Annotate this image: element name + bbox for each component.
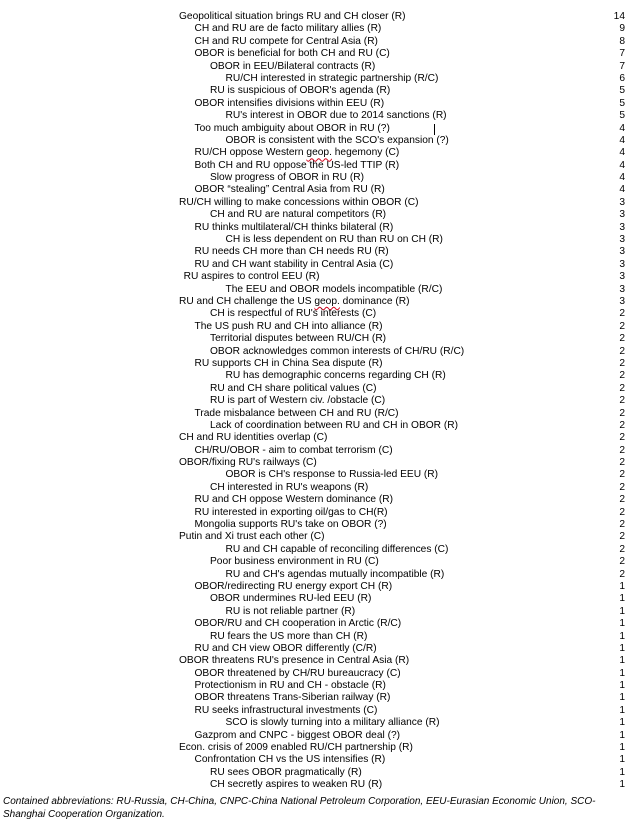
list-item bbox=[0, 705, 636, 717]
code-count: 1 bbox=[619, 580, 625, 592]
list-item bbox=[0, 147, 636, 159]
code-count: 1 bbox=[619, 742, 625, 754]
list-item bbox=[0, 296, 636, 308]
list-item bbox=[0, 358, 636, 370]
list-item bbox=[0, 531, 636, 543]
list-item bbox=[0, 754, 636, 766]
list-item bbox=[0, 73, 636, 85]
list-item bbox=[0, 123, 636, 135]
code-count: 5 bbox=[619, 97, 625, 109]
list-item bbox=[0, 184, 636, 196]
code-count: 2 bbox=[619, 333, 625, 345]
code-count: 1 bbox=[619, 593, 625, 605]
code-label: RU and CH want stability in Central Asia (C) bbox=[194, 258, 394, 270]
code-count: 3 bbox=[619, 283, 625, 295]
list-item bbox=[0, 271, 636, 283]
list-item bbox=[0, 61, 636, 73]
code-count: 9 bbox=[619, 23, 625, 35]
code-label: RU's interest in OBOR due to 2014 sanctions (R) bbox=[225, 110, 447, 122]
list-item bbox=[0, 98, 636, 110]
code-count: 2 bbox=[619, 506, 625, 518]
code-count: 2 bbox=[619, 419, 625, 431]
list-item bbox=[0, 395, 636, 407]
list-item bbox=[0, 643, 636, 655]
code-count: 1 bbox=[619, 680, 625, 692]
code-label: OBOR threatens RU's presence in Central Asia (R) bbox=[179, 655, 410, 667]
list-item bbox=[0, 222, 636, 234]
list-item bbox=[0, 383, 636, 395]
code-count: 14 bbox=[613, 11, 625, 22]
list-item bbox=[0, 197, 636, 209]
list-item bbox=[0, 36, 636, 48]
code-label: RU and CH capable of reconciling differences (C) bbox=[225, 543, 449, 555]
code-count: 4 bbox=[619, 172, 625, 184]
code-label: RU seeks infrastructural investments (C) bbox=[194, 704, 378, 716]
code-count: 2 bbox=[619, 469, 625, 481]
code-label: Both CH and RU oppose the US-led TTIP (R) bbox=[194, 159, 400, 171]
code-count: 1 bbox=[619, 766, 625, 778]
code-label: OBOR undermines RU-led EEU (R) bbox=[210, 593, 372, 605]
list-item bbox=[0, 457, 636, 469]
list-item bbox=[0, 767, 636, 779]
list-item bbox=[0, 631, 636, 643]
code-count: 5 bbox=[619, 110, 625, 122]
code-label: CH and RU identities overlap (C) bbox=[179, 432, 328, 444]
list-item bbox=[0, 408, 636, 420]
code-count: 2 bbox=[619, 444, 625, 456]
code-label: Lack of coordination between RU and CH in OBOR (R) bbox=[210, 419, 459, 431]
list-item bbox=[0, 23, 636, 35]
code-count: 3 bbox=[619, 234, 625, 246]
code-label: OBOR is beneficial for both CH and RU (C) bbox=[194, 48, 390, 60]
code-label: OBOR “stealing” Central Asia from RU (R) bbox=[194, 184, 385, 196]
code-label: Geopolitical situation brings RU and CH closer (R) bbox=[179, 11, 406, 22]
code-count: 6 bbox=[619, 72, 625, 84]
code-count: 3 bbox=[619, 246, 625, 258]
code-label: Econ. crisis of 2009 enabled RU/CH partnership (R) bbox=[179, 742, 413, 754]
code-label: CH is respectful of RU's interests (C) bbox=[210, 308, 377, 320]
list-item bbox=[0, 321, 636, 333]
code-count: 3 bbox=[619, 271, 625, 283]
code-label: RU supports CH in China Sea dispute (R) bbox=[194, 357, 383, 369]
list-item bbox=[0, 717, 636, 729]
code-count: 2 bbox=[619, 568, 625, 580]
code-label: SCO is slowly turning into a military alliance (R) bbox=[225, 717, 440, 729]
list-item bbox=[0, 346, 636, 358]
code-count: 1 bbox=[619, 692, 625, 704]
list-item bbox=[0, 519, 636, 531]
list-item bbox=[0, 259, 636, 271]
code-label: RU thinks multilateral/CH thinks bilateral (R) bbox=[194, 221, 394, 233]
list-item bbox=[0, 779, 636, 791]
list-item bbox=[0, 370, 636, 382]
code-count: 1 bbox=[619, 630, 625, 642]
list-item bbox=[0, 48, 636, 60]
list-item bbox=[0, 11, 636, 23]
spellcheck-underline: geop. bbox=[306, 147, 332, 159]
code-label: RU and CH challenge the US geop. dominance (R) bbox=[179, 295, 410, 307]
code-count: 1 bbox=[619, 655, 625, 667]
code-label: Territorial disputes between RU/CH (R) bbox=[210, 333, 387, 345]
code-count: 2 bbox=[619, 556, 625, 568]
code-label: Too much ambiguity about OBOR in RU (?) bbox=[194, 122, 390, 134]
code-count: 4 bbox=[619, 184, 625, 196]
code-label: OBOR/redirecting RU energy export CH (R) bbox=[194, 580, 393, 592]
code-label: CH/RU/OBOR - aim to combat terrorism (C) bbox=[194, 444, 393, 456]
code-count: 1 bbox=[619, 754, 625, 766]
list-item bbox=[0, 668, 636, 680]
code-label: RU is not reliable partner (R) bbox=[225, 605, 356, 617]
code-label: OBOR/RU and CH cooperation in Arctic (R/C) bbox=[194, 618, 402, 630]
code-label: RU and CH oppose Western dominance (R) bbox=[194, 494, 394, 506]
code-count: 2 bbox=[619, 519, 625, 531]
code-label: RU and CH view OBOR differently (C/R) bbox=[194, 642, 377, 654]
code-label: RU and CH share political values (C) bbox=[210, 382, 377, 394]
code-count: 2 bbox=[619, 345, 625, 357]
code-count: 1 bbox=[619, 717, 625, 729]
code-label: RU/CH oppose Western geop. hegemony (C) bbox=[194, 147, 400, 159]
code-count: 3 bbox=[619, 196, 625, 208]
code-label: OBOR threatened by CH/RU bureaucracy (C) bbox=[194, 667, 401, 679]
code-count: 7 bbox=[619, 48, 625, 60]
abbreviations-footnote: Contained abbreviations: RU-Russia, CH-China, CNPC-China National Petroleum Corporation, EEU-Eurasian Economic Union, SCO-Shanghai Cooperation Organization. bbox=[3, 796, 596, 820]
list-item bbox=[0, 172, 636, 184]
code-count: 7 bbox=[619, 60, 625, 72]
code-label: RU has demographic concerns regarding CH (R) bbox=[225, 370, 446, 382]
code-label: RU interested in exporting oil/gas to CH(R) bbox=[194, 506, 388, 518]
code-label: Poor business environment in RU (C) bbox=[210, 556, 379, 568]
code-label: CH and RU compete for Central Asia (R) bbox=[194, 35, 378, 47]
code-count: 3 bbox=[619, 258, 625, 270]
list-item bbox=[0, 742, 636, 754]
code-count: 4 bbox=[619, 147, 625, 159]
code-label: CH and RU are de facto military allies (R) bbox=[194, 23, 382, 35]
code-count: 8 bbox=[619, 35, 625, 47]
code-count: 1 bbox=[619, 704, 625, 716]
code-count: 3 bbox=[619, 209, 625, 221]
code-label: Confrontation CH vs the US intensifies (R) bbox=[194, 754, 386, 766]
list-item bbox=[0, 469, 636, 481]
code-label: RU needs CH more than CH needs RU (R) bbox=[194, 246, 389, 258]
code-label: The EEU and OBOR models incompatible (R/C) bbox=[225, 283, 443, 295]
code-count: 4 bbox=[619, 159, 625, 171]
list-item bbox=[0, 420, 636, 432]
code-label: RU sees OBOR pragmatically (R) bbox=[210, 766, 362, 778]
list-item bbox=[0, 246, 636, 258]
list-item bbox=[0, 730, 636, 742]
list-item bbox=[0, 507, 636, 519]
code-count: 2 bbox=[619, 457, 625, 469]
code-label: The US push RU and CH into alliance (R) bbox=[194, 320, 383, 332]
list-item bbox=[0, 581, 636, 593]
code-label: OBOR/fixing RU's railways (C) bbox=[179, 457, 317, 469]
code-count: 2 bbox=[619, 357, 625, 369]
code-count: 4 bbox=[619, 122, 625, 134]
list-item bbox=[0, 655, 636, 667]
list-item bbox=[0, 445, 636, 457]
list-item bbox=[0, 544, 636, 556]
code-label: OBOR is consistent with the SCO's expansion (?) bbox=[225, 134, 449, 146]
code-count: 2 bbox=[619, 395, 625, 407]
code-count: 3 bbox=[619, 295, 625, 307]
list-item bbox=[0, 209, 636, 221]
list-item bbox=[0, 482, 636, 494]
code-count: 2 bbox=[619, 494, 625, 506]
code-count: 2 bbox=[619, 370, 625, 382]
list-item bbox=[0, 135, 636, 147]
code-count: 2 bbox=[619, 382, 625, 394]
code-label: RU/CH interested in strategic partnership (R/C) bbox=[225, 72, 439, 84]
code-label: Trade misbalance between CH and RU (R/C) bbox=[194, 407, 399, 419]
code-count: 1 bbox=[619, 605, 625, 617]
code-label: Slow progress of OBOR in RU (R) bbox=[210, 172, 364, 184]
list-item bbox=[0, 569, 636, 581]
code-label: OBOR intensifies divisions within EEU (R) bbox=[194, 97, 385, 109]
code-label: Mongolia supports RU's take on OBOR (?) bbox=[194, 519, 387, 531]
code-label: Gazprom and CNPC - biggest OBOR deal (?) bbox=[194, 729, 401, 741]
code-label: Putin and Xi trust each other (C) bbox=[179, 531, 325, 543]
list-item bbox=[0, 284, 636, 296]
code-count: 2 bbox=[619, 432, 625, 444]
code-count: 1 bbox=[619, 729, 625, 741]
list-item bbox=[0, 680, 636, 692]
code-label: RU is part of Western civ. /obstacle (C) bbox=[210, 395, 386, 407]
code-count: 2 bbox=[619, 308, 625, 320]
list-item bbox=[0, 606, 636, 618]
code-label: RU is suspicious of OBOR's agenda (R) bbox=[210, 85, 391, 97]
list-item bbox=[0, 556, 636, 568]
list-item bbox=[0, 85, 636, 97]
spellcheck-underline: geop. bbox=[314, 295, 340, 307]
code-label: CH is less dependent on RU than RU on CH (R) bbox=[225, 234, 443, 246]
code-label: RU and CH's agendas mutually incompatible (R) bbox=[225, 568, 445, 580]
text-cursor bbox=[434, 124, 435, 135]
code-label: OBOR acknowledges common interests of CH/RU (R/C) bbox=[210, 345, 465, 357]
list-item bbox=[0, 618, 636, 630]
list-item bbox=[0, 333, 636, 345]
code-count: 1 bbox=[619, 667, 625, 679]
code-label: CH and RU are natural competitors (R) bbox=[210, 209, 387, 221]
list-item bbox=[0, 160, 636, 172]
list-item bbox=[0, 494, 636, 506]
code-label: RU fears the US more than CH (R) bbox=[210, 630, 368, 642]
list-item bbox=[0, 692, 636, 704]
code-count: 2 bbox=[619, 481, 625, 493]
code-count: 1 bbox=[619, 642, 625, 654]
code-frequency-list bbox=[0, 11, 636, 792]
list-item bbox=[0, 432, 636, 444]
code-label: CH secretly aspires to weaken RU (R) bbox=[210, 779, 383, 791]
code-count: 2 bbox=[619, 407, 625, 419]
code-label: Protectionism in RU and CH - obstacle (R) bbox=[194, 680, 386, 692]
code-count: 4 bbox=[619, 134, 625, 146]
list-item bbox=[0, 308, 636, 320]
code-label: CH interested in RU's weapons (R) bbox=[210, 481, 369, 493]
code-count: 2 bbox=[619, 320, 625, 332]
code-label: RU/CH willing to make concessions within OBOR (C) bbox=[179, 196, 419, 208]
code-label: OBOR in EEU/Bilateral contracts (R) bbox=[210, 60, 376, 72]
code-label: OBOR is CH's response to Russia-led EEU (R) bbox=[225, 469, 439, 481]
code-label: OBOR threatens Trans-Siberian railway (R) bbox=[194, 692, 391, 704]
code-count: 2 bbox=[619, 531, 625, 543]
code-count: 5 bbox=[619, 85, 625, 97]
list-item bbox=[0, 593, 636, 605]
list-item bbox=[0, 234, 636, 246]
code-count: 2 bbox=[619, 543, 625, 555]
code-count: 3 bbox=[619, 221, 625, 233]
code-label: RU aspires to control EEU (R) bbox=[183, 271, 320, 283]
list-item bbox=[0, 110, 636, 122]
code-count: 1 bbox=[619, 618, 625, 630]
code-count: 1 bbox=[619, 779, 625, 791]
